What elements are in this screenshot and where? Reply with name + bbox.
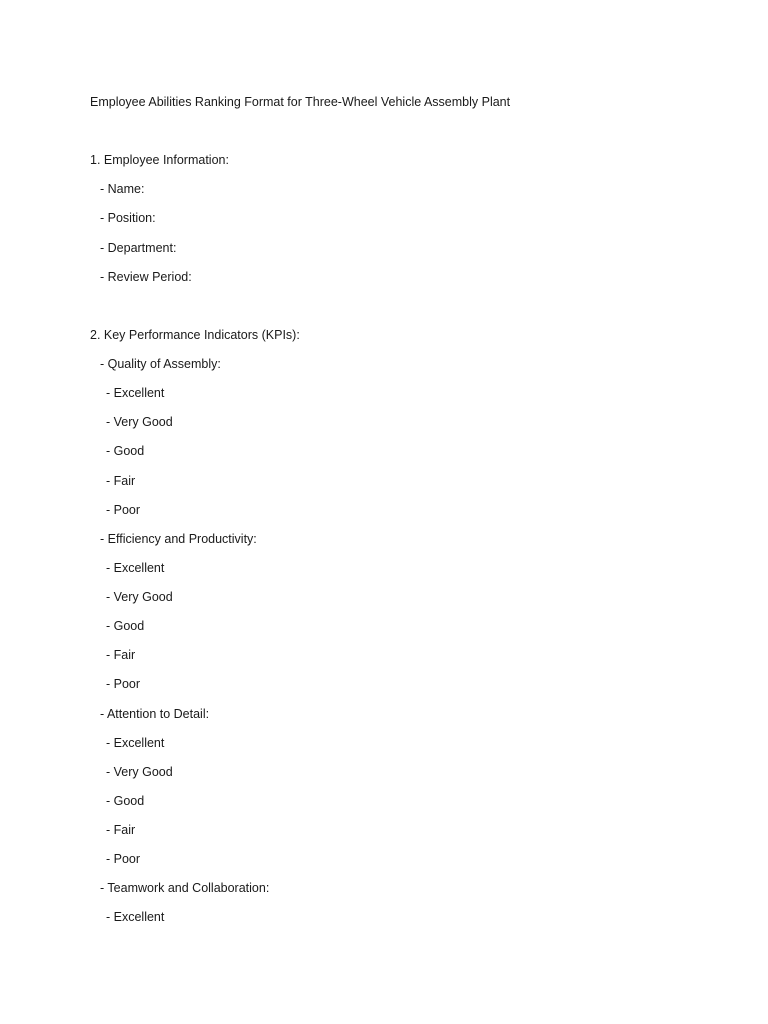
rating-option: - Good	[106, 444, 145, 458]
rating-option: - Fair	[106, 648, 136, 662]
document-title: Employee Abilities Ranking Format for Three-Wheel Vehicle Assembly Plant	[90, 95, 511, 109]
rating-option: - Poor	[106, 677, 141, 691]
rating-option: - Very Good	[106, 590, 173, 604]
rating-option: - Good	[106, 794, 145, 808]
rating-option: - Good	[106, 619, 145, 633]
rating-option: - Excellent	[106, 910, 165, 924]
section-heading-employee-information: 1. Employee Information:	[90, 153, 229, 167]
field-name: - Name:	[100, 182, 145, 196]
field-department: - Department:	[100, 241, 177, 255]
kpi-label: - Attention to Detail:	[100, 707, 210, 721]
rating-option: - Very Good	[106, 415, 173, 429]
rating-option: - Excellent	[106, 386, 165, 400]
rating-option: - Very Good	[106, 765, 173, 779]
kpi-label: - Teamwork and Collaboration:	[100, 881, 270, 895]
kpi-label: - Efficiency and Productivity:	[100, 532, 257, 546]
rating-option: - Excellent	[106, 561, 165, 575]
field-position: - Position:	[100, 211, 156, 225]
field-review-period: - Review Period:	[100, 270, 192, 284]
rating-option: - Excellent	[106, 736, 165, 750]
rating-option: - Poor	[106, 852, 141, 866]
section-heading-kpis: 2. Key Performance Indicators (KPIs):	[90, 328, 300, 342]
rating-option: - Fair	[106, 823, 136, 837]
rating-option: - Fair	[106, 474, 136, 488]
rating-option: - Poor	[106, 503, 141, 517]
kpi-label: - Quality of Assembly:	[100, 357, 221, 371]
